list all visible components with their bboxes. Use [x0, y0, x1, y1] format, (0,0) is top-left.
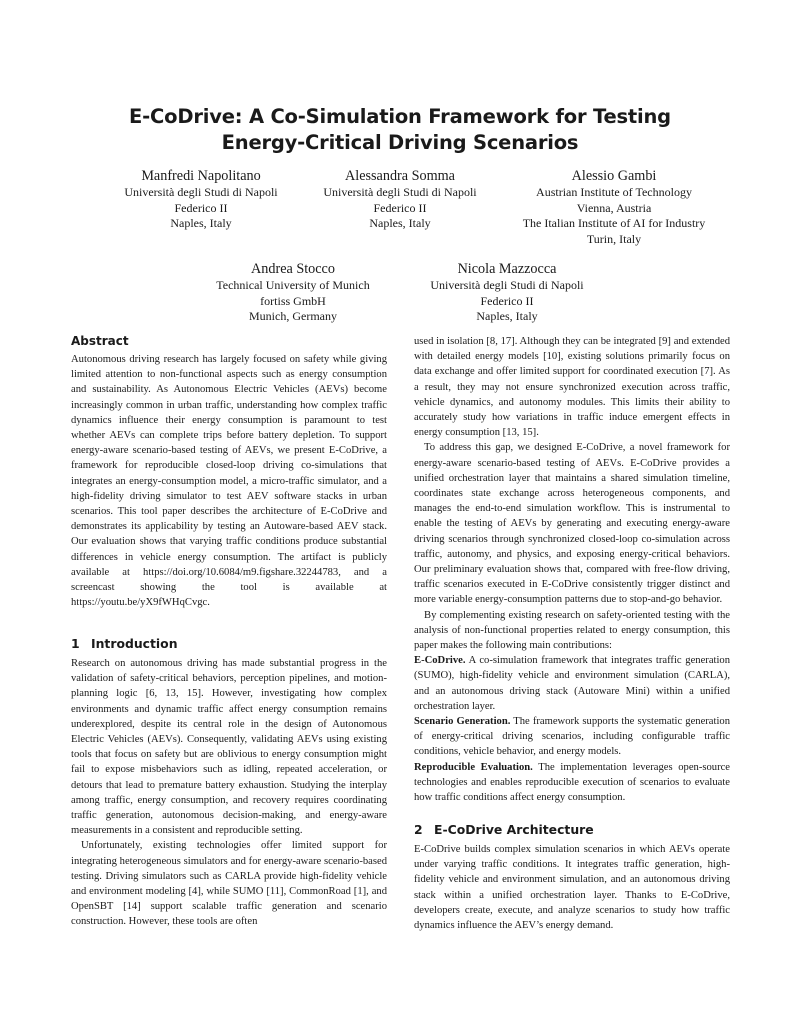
author-affiliation: Federico II: [373, 200, 427, 215]
author-affiliation: Naples, Italy: [476, 309, 538, 324]
author-affiliation: Turin, Italy: [586, 231, 642, 246]
author-affiliation: Federico II: [480, 293, 534, 308]
paragraph: Research on autonomous driving has made substantial progress in the validation of safety-critical behaviors, perception pipelines, and motion-planning logic [6, 13, 15]. However, investigating how complex environments and dynamic traffic affect energy consumption remains underexplored, despite its central role in the design of Autonomous Electric Vehicles (AEVs). Consequently, validating AEVs using existing tools that focus on safety but are oblivious to energy consumption might fail to expose misbehaviors such as idling, repeated acceleration, or detours that lead to premature battery exhaustion. Studying the interplay among traffic, energy consumption, and recovery requires coordinating traffic generation, autonomous decision-making, and energy-aware measurements in a consistent and reproducible setting.: [71, 658, 387, 837]
author-affiliation: Vienna, Austria: [576, 200, 652, 215]
author-affiliation: The Italian Institute of AI for Industry: [522, 216, 706, 231]
author-block: [484, 167, 744, 247]
contribution-item: [414, 653, 730, 714]
author-block: [285, 167, 515, 232]
author-affiliation: Università degli Studi di Napoli: [323, 185, 477, 199]
section-title: Introduction: [91, 636, 178, 651]
author-affiliation: Austrian Institute of Technology: [536, 185, 692, 199]
abstract-text: Autonomous driving research has largely focused on safety while giving limited attention to non-functional aspects such as energy consumption and sustainability. As Autonomous Electric Vehicles (AEVs) become increasingly common in urban traffic, understanding how complex traffic dynamics influence their energy consumption is paramount to test whether AEVs can complete trips before battery depletion. To support energy-aware scenario-based testing of AEVs, we present E-CoDrive, a framework for reproducible closed-loop driving co-simulations that integrates an energy-consumption model, a micro-traffic simulator, and a high-fidelity driving simulator to test AEV software stacks in urban scenarios. This tool paper describes the architecture of E-CoDrive and demonstrates its applicability by testing an Autoware-based AEV stack. Our evaluation shows that varying traffic conditions produce substantial differences in vehicle energy consumption. The artifact is publicly available at https://doi.org/10.6084/m9.figshare.32244783, and a screencast showing the tool is available at https://youtu.be/yX9fWHqCvgc.: [71, 354, 387, 609]
contribution-text: A co-simulation framework that integrates traffic generation (SUMO), high-fidelity vehicle and environment simulation (CARLA), and an autonomous driving stack (Autoware Mini) within a unified orchestration layer.: [414, 655, 730, 712]
abstract-section: [71, 334, 387, 610]
paragraph: E-CoDrive builds complex simulation scenarios in which AEVs operate under varying traffic conditions. It integrates traffic generation, high-fidelity vehicle and environment simulation, and an autonomous driving stack within a unified orchestration layer. Thanks to E-CoDrive, developers create, execute, and analyze scenarios to study how traffic dynamics influence the AEV’s energy demand.: [414, 844, 730, 932]
contribution-item: [414, 714, 730, 760]
author-affiliation: Technical University of Munich: [216, 278, 370, 292]
right-column: [414, 334, 730, 805]
architecture-section: [414, 822, 730, 933]
title-line-1: E-CoDrive: A Co-Simulation Framework for Testing: [129, 105, 671, 128]
paragraph: Unfortunately, existing technologies offer limited support for integrating heterogeneous simulators and for energy-aware scenario-based testing. Driving simulators such as CARLA provide high-fidelity vehicle and environment modeling [4], while SUMO [11], CommonRoad [1], and OpenSBT [14] support scalable traffic generation and scenario construction. However, these tools are often: [71, 840, 387, 928]
section-heading: [414, 822, 730, 838]
contribution-text: The implementation leverages open-source technologies and enables reproducible execution of scenarios to evaluate how traffic conditions affect energy consumption.: [414, 761, 730, 804]
author-name: Nicola Mazzocca: [457, 261, 557, 277]
author-name: Alessandra Somma: [345, 168, 455, 184]
section-heading: [71, 636, 387, 652]
contribution-item: [414, 760, 730, 806]
author-name: Manfredi Napolitano: [141, 168, 261, 184]
author-affiliation: Naples, Italy: [170, 216, 232, 231]
author-affiliation: Naples, Italy: [369, 216, 431, 231]
author-name: Andrea Stocco: [251, 261, 335, 277]
author-affiliation: Munich, Germany: [249, 309, 337, 324]
introduction-section: [71, 636, 387, 930]
contribution-lead: Scenario Generation.: [414, 716, 511, 728]
author-affiliation: Università degli Studi di Napoli: [430, 278, 584, 292]
author-block: [86, 167, 316, 232]
contribution-lead: Reproducible Evaluation.: [414, 761, 533, 773]
author-block: [178, 260, 408, 325]
author-name: Alessio Gambi: [571, 168, 657, 184]
contribution-text: The framework supports the systematic generation of energy-critical driving scenarios, including configurable traffic conditions, vehicle behavior, and energy models.: [414, 716, 730, 758]
abstract-heading: Abstract: [71, 334, 129, 348]
paragraph: To address this gap, we designed E-CoDrive, a novel framework for energy-aware scenario-based testing of AEVs. E-CoDrive provides a unified orchestration layer that maintains a shared simulation timeline, coordinates state exchange across heterogeneous components, and manages the end-to-end simulation workflow. This is instrumental to enable the testing of AEVs by generating and executing energy-aware driving scenarios through synchronized closed-loop co-simulation across traffic, autonomy, and physics, and exposing energy-critical behaviors. Our preliminary evaluation shows that, compared with free-flow driving, traffic scenarios executed in E-CoDrive consistently trigger distinct and more variable energy-consumption patterns due to stop-and-go behavior.: [414, 442, 730, 606]
section-title: E-CoDrive Architecture: [434, 822, 594, 837]
author-affiliation: Federico II: [174, 200, 228, 215]
title-line-2: Energy-Critical Driving Scenarios: [221, 131, 579, 154]
section-number: 1: [71, 636, 80, 651]
author-affiliation: fortiss GmbH: [260, 293, 326, 308]
paragraph: By complementing existing research on safety-oriented testing with the analysis of non-functional properties related to energy consumption, this paper makes the following main contributions:: [414, 609, 730, 652]
author-block: [392, 260, 622, 325]
section-number: 2: [414, 822, 423, 837]
contribution-lead: E-CoDrive.: [414, 655, 466, 667]
paragraph: used in isolation [8, 17]. Although they can be integrated [9] and extended with detailed energy models [10], existing solutions primarily focus on data exchange and offer limited support for coordinated execution [7]. As a result, they may not ensure synchronized execution across traffic, vehicle dynamics, and autonomy modules. This limits their ability to accurately study how variations in traffic induce emergent effects in energy consumption [13, 15].: [414, 336, 730, 439]
author-affiliation: Università degli Studi di Napoli: [124, 185, 278, 199]
paper-title: [60, 104, 740, 156]
